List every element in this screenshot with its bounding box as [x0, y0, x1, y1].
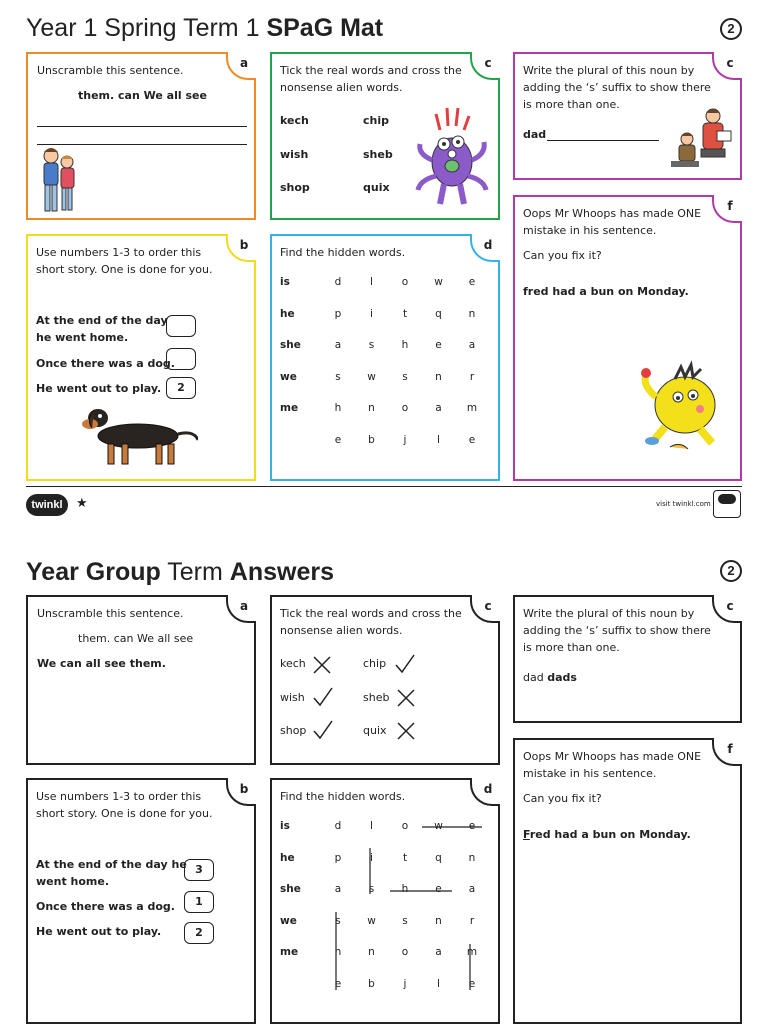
grid-letter[interactable]: a [435, 946, 442, 958]
grid-letter[interactable]: i [370, 851, 373, 864]
grid-letter[interactable]: a [468, 339, 476, 351]
grid-letter[interactable]: d [334, 276, 342, 288]
hidden-word-target-he: he [280, 307, 295, 320]
answers-order-instruction-1: Use numbers 1-3 to order this [36, 790, 202, 803]
hidden-word-target-she: she [280, 883, 301, 895]
grid-letter[interactable]: e [468, 276, 476, 288]
hidden-words-instruction: Find the hidden words. [280, 246, 406, 259]
grid-letter[interactable]: h [401, 339, 409, 351]
box-real-words [270, 52, 500, 220]
answers-word-shop: shop [280, 724, 307, 737]
answers-page-number: 2 [720, 560, 742, 582]
answers-order-box-2: 1 [184, 891, 214, 913]
answers-word-kech: kech [280, 657, 306, 670]
answers-tab-c-plural: c [712, 595, 742, 623]
grid-letter[interactable]: l [437, 433, 440, 446]
grid-letter[interactable]: d [334, 820, 342, 832]
grid-letter[interactable]: t [402, 307, 408, 320]
twinkl-logo[interactable]: twinkl [26, 494, 68, 516]
answers-story-line-2: Once there was a dog. [36, 900, 175, 913]
grid-letter[interactable]: p [334, 307, 342, 320]
page-number-badge: 2 [720, 18, 742, 40]
cross-icon [396, 688, 416, 708]
plural-instruction-1: Write the plural of this noun by [523, 64, 695, 77]
answers-box-order-story [26, 778, 256, 1024]
answers-box-fix-mistake [513, 738, 742, 1024]
grid-letter[interactable]: a [334, 883, 342, 895]
hidden-word-target-she: she [280, 339, 301, 351]
story-line-1b: he went home. [36, 331, 129, 344]
answers-scrambled: them. can We all see [78, 632, 194, 645]
hidden-word-target-we: we [280, 370, 297, 383]
answers-fix-sentence [523, 826, 691, 843]
grid-letter[interactable]: w [367, 914, 376, 927]
grid-letter[interactable]: r [469, 914, 475, 927]
box-fix-mistake [513, 195, 742, 481]
fix-sentence: fred had a bun on Monday. [523, 285, 689, 298]
box-hidden-words [270, 234, 500, 481]
grid-letter[interactable]: r [469, 370, 475, 383]
grid-letter[interactable]: l [370, 820, 373, 832]
answers-story-line-3: He went out to play. [36, 925, 162, 938]
grid-letter[interactable]: t [402, 851, 408, 864]
grid-letter[interactable]: s [368, 339, 375, 351]
grid-letter[interactable]: q [435, 851, 442, 864]
order-instruction-1: Use numbers 1-3 to order this [36, 246, 202, 259]
cross-icon [312, 655, 332, 675]
answers-word-quix: quix [363, 724, 387, 737]
grid-letter[interactable]: b [368, 433, 375, 446]
grid-letter[interactable]: n [435, 370, 442, 383]
answers-fix-capital: F [523, 828, 530, 841]
grid-letter[interactable]: p [334, 851, 342, 864]
answers-order-instruction-2: short story. One is done for you. [36, 807, 213, 820]
sheet-title [26, 14, 383, 43]
word-kech[interactable]: kech [280, 114, 309, 127]
grid-letter[interactable]: n [435, 914, 442, 927]
answers-plural-answer: dads [547, 671, 577, 684]
grid-letter[interactable]: j [403, 433, 407, 446]
grid-letter[interactable]: o [401, 276, 409, 288]
answers-fix-rest: red had a bun on Monday. [529, 828, 691, 841]
answers-box-unscramble [26, 595, 256, 765]
answers-title-part3: Answers [229, 558, 334, 586]
star-icon: ★ [76, 496, 88, 511]
plural-instruction-3: is more than one. [523, 98, 620, 111]
answers-box-hidden-words [270, 778, 500, 1024]
order-box-2[interactable] [166, 348, 196, 370]
answer-line-1[interactable] [37, 126, 247, 127]
grid-letter[interactable]: h [401, 883, 409, 895]
answers-fix-question: Can you fix it? [523, 792, 602, 805]
tab-f: f [712, 195, 742, 223]
cross-icon [396, 721, 416, 741]
answers-word-chip: chip [363, 657, 387, 670]
grid-letter[interactable]: q [435, 307, 442, 320]
grid-letter[interactable]: e [334, 977, 342, 990]
answers-title-part1: Year Group [26, 558, 161, 586]
answers-story-line-1b: went home. [36, 875, 110, 888]
sheet-title-regular: Year 1 Spring Term 1 [26, 14, 260, 42]
grid-letter[interactable]: a [468, 883, 476, 895]
answers-plural-instruction-2: adding the ‘s’ suffix to show there [523, 624, 711, 637]
grid-letter[interactable]: s [402, 914, 408, 927]
box-order-story [26, 234, 256, 481]
grid-letter[interactable]: w [434, 276, 443, 288]
dog-illustration [78, 400, 198, 472]
grid-letter[interactable]: e [435, 883, 442, 895]
real-words-instruction-1: Tick the real words and cross the [280, 64, 462, 77]
answers-title-part2: Term [167, 558, 223, 586]
grid-letter[interactable]: n [468, 307, 476, 320]
grid-letter[interactable]: e [334, 433, 342, 446]
answers-story-line-1a: At the end of the day he [36, 858, 187, 871]
answers-real-words-instruction-2: nonsense alien words. [280, 624, 403, 637]
answers-plural-noun: dad [523, 671, 544, 684]
grid-letter[interactable]: o [401, 946, 409, 958]
answers-tab-d: d [470, 778, 500, 806]
grid-letter[interactable]: i [370, 307, 373, 320]
box-plural [513, 52, 742, 180]
answers-fix-instruction-1: Oops Mr Whoops has made ONE [523, 750, 702, 763]
tab-c: c [470, 52, 500, 80]
unscramble-instruction: Unscramble this sentence. [37, 64, 184, 77]
fix-instruction-1: Oops Mr Whoops has made ONE [523, 207, 702, 220]
answers-tab-b: b [226, 778, 256, 806]
alien-illustration [414, 104, 492, 210]
tick-icon [312, 686, 334, 708]
grid-letter[interactable]: l [437, 977, 440, 990]
grid-letter[interactable]: n [468, 851, 476, 864]
grid-letter[interactable]: s [368, 883, 375, 895]
answers-plural-instruction-3: is more than one. [523, 641, 620, 654]
tab-d: d [470, 234, 500, 262]
tick-icon [394, 653, 416, 675]
grid-letter[interactable]: e [468, 433, 476, 446]
grid-letter[interactable]: w [434, 820, 443, 832]
grid-letter[interactable]: m [466, 946, 478, 958]
visit-link[interactable]: visit twinkl.com [656, 500, 711, 508]
tick-icon [312, 719, 334, 741]
answers-title [26, 558, 334, 587]
hidden-word-target-me: me [280, 402, 299, 414]
story-line-1a: At the end of the day [36, 314, 168, 327]
grid-letter[interactable]: a [435, 402, 442, 414]
plural-noun: dad [523, 128, 547, 141]
answers-unscramble-answer: We can all see them. [37, 657, 166, 670]
answers-hidden-words-instruction: Find the hidden words. [280, 790, 406, 803]
answer-line-2[interactable] [37, 144, 247, 145]
fix-question: Can you fix it? [523, 249, 602, 262]
fix-instruction-2: mistake in his sentence. [523, 224, 657, 237]
word-shop[interactable]: shop [280, 181, 310, 194]
grid-letter[interactable]: s [335, 914, 341, 927]
scrambled-sentence: them. can We all see [78, 89, 207, 102]
grid-letter[interactable]: s [402, 370, 408, 383]
answers-real-words-instruction-1: Tick the real words and cross the [280, 607, 462, 620]
grid-letter[interactable]: a [334, 339, 342, 351]
answers-word-wish: wish [280, 691, 305, 704]
grid-letter[interactable]: h [334, 946, 342, 958]
tab-c-plural: c [712, 52, 742, 80]
order-instruction-2: short story. One is done for you. [36, 263, 213, 276]
real-words-instruction-2: nonsense alien words. [280, 81, 403, 94]
answers-tab-a: a [226, 595, 256, 623]
hidden-word-target-is: is [280, 276, 290, 288]
story-line-3: He went out to play. [36, 382, 162, 395]
answers-unscramble-instruction: Unscramble this sentence. [37, 607, 184, 620]
word-sheb[interactable]: sheb [363, 148, 393, 161]
order-box-1[interactable] [166, 315, 196, 337]
hidden-word-target-is: is [280, 820, 290, 832]
word-quix[interactable]: quix [363, 181, 390, 194]
answers-word-sheb: sheb [363, 691, 390, 704]
box-unscramble [26, 52, 256, 220]
grid-letter[interactable]: j [403, 977, 407, 990]
grid-letter[interactable]: o [401, 402, 409, 414]
mr-whoops-illustration [630, 355, 740, 465]
story-line-2: Once there was a dog. [36, 357, 175, 370]
word-wish[interactable]: wish [280, 148, 309, 161]
grid-letter[interactable]: s [335, 370, 341, 383]
grid-letter[interactable]: h [334, 402, 342, 414]
grid-letter[interactable]: b [368, 977, 375, 990]
grid-letter[interactable]: o [401, 820, 409, 832]
answers-box-real-words [270, 595, 500, 765]
quality-badge-icon [713, 490, 741, 518]
order-box-3[interactable]: 2 [166, 377, 196, 399]
answers-plural-instruction-1: Write the plural of this noun by [523, 607, 695, 620]
word-chip[interactable]: chip [363, 114, 389, 127]
answers-order-box-3: 2 [184, 922, 214, 944]
answers-fix-instruction-2: mistake in his sentence. [523, 767, 657, 780]
answers-tab-f: f [712, 738, 742, 766]
grid-letter[interactable]: w [367, 370, 376, 383]
children-illustration [34, 146, 84, 218]
dad-and-child-illustration [661, 106, 737, 174]
hidden-word-target-we: we [280, 914, 297, 927]
footer-divider [26, 486, 742, 487]
grid-letter[interactable]: n [368, 402, 375, 414]
hidden-word-target-he: he [280, 851, 295, 864]
grid-letter[interactable]: l [370, 276, 373, 288]
answers-box-plural [513, 595, 742, 723]
grid-letter[interactable]: e [435, 339, 442, 351]
answers-order-box-1: 3 [184, 859, 214, 881]
plural-answer-line[interactable] [547, 140, 659, 141]
tab-b: b [226, 234, 256, 262]
tab-a: a [226, 52, 256, 80]
plural-instruction-2: adding the ‘s’ suffix to show there [523, 81, 711, 94]
answers-tab-c: c [470, 595, 500, 623]
grid-letter[interactable]: e [468, 977, 476, 990]
grid-letter[interactable]: m [466, 402, 478, 414]
grid-letter[interactable]: n [368, 946, 375, 958]
answer-strike-lines [272, 780, 502, 1024]
sheet-title-bold: SPaG Mat [266, 14, 384, 42]
grid-letter[interactable]: e [468, 820, 476, 832]
hidden-word-target-me: me [280, 946, 299, 958]
